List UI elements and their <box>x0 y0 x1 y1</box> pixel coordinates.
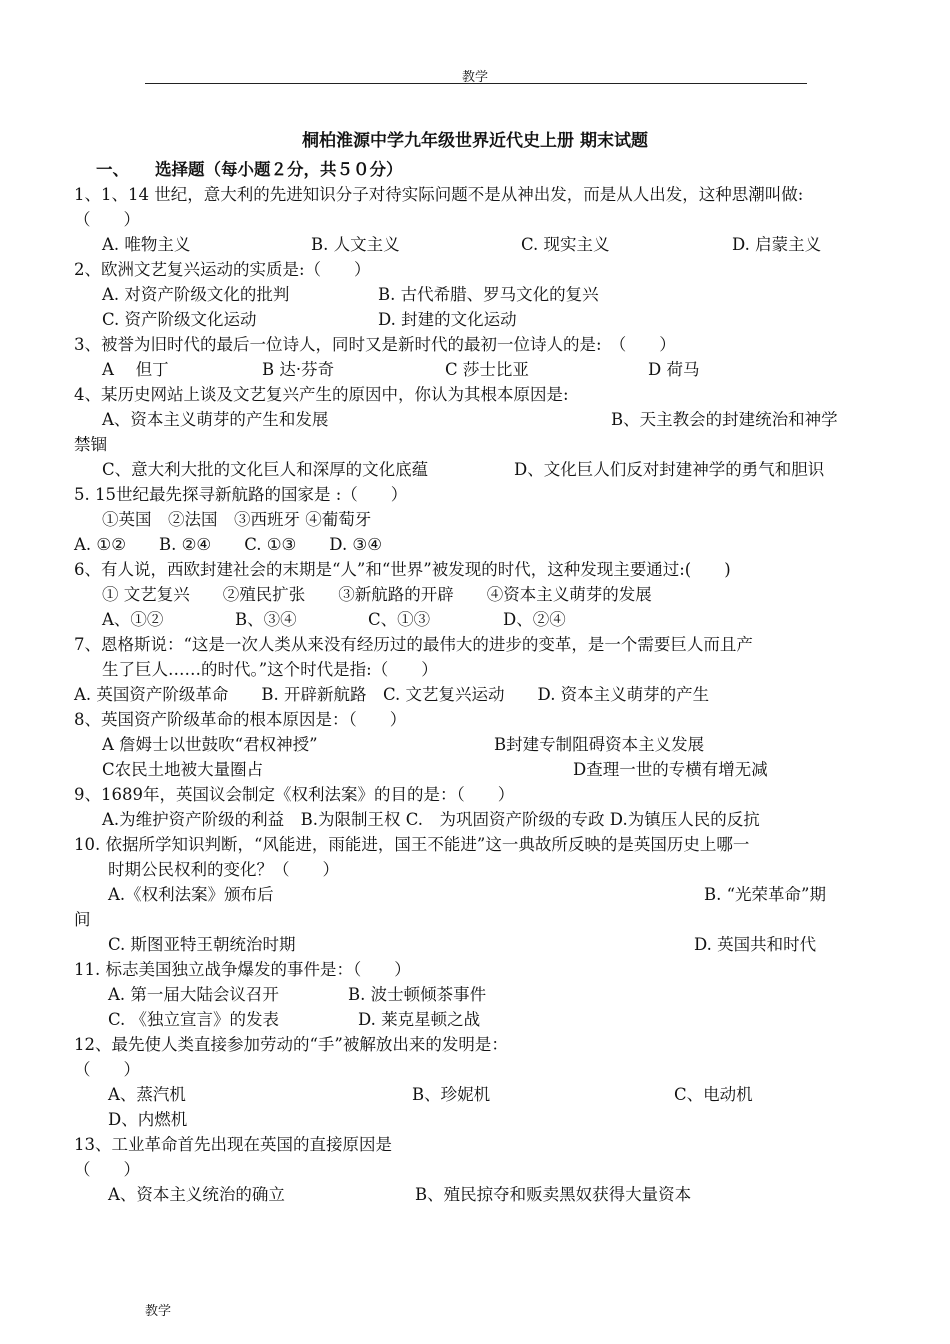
q11-option-d: D. 莱克星顿之战 <box>358 1010 481 1029</box>
q3-option-c: C 莎士比亚 <box>445 360 529 379</box>
page-title: 桐柏淮源中学九年级世界近代史上册 期末试题 <box>302 131 648 151</box>
q7-stem-line2: 生了巨人……的时代。”这个时代是指:（ ） <box>102 660 438 679</box>
q6-option-b: B、③④ <box>235 610 297 629</box>
q10-stem-line1: 10. 依据所学知识判断，“风能进，雨能进，国王不能进”这一典故所反映的是英国历史上哪一 <box>74 835 750 854</box>
q8-option-a: A 詹姆士以世鼓吹“君权神授” <box>102 735 318 754</box>
q5-items: ①英国 ②法国 ③西班牙 ④葡萄牙 <box>102 510 372 529</box>
q10-option-b: B. “光荣革命”期 <box>704 885 826 904</box>
q2-stem: 2、欧洲文艺复兴运动的实质是:（ ） <box>74 260 371 279</box>
q11-option-a: A. 第一届大陆会议召开 <box>108 985 279 1004</box>
q11-option-c: C. 《独立宣言》的发表 <box>108 1010 280 1029</box>
q1-option-d: D. 启蒙主义 <box>732 235 822 254</box>
q6-option-d: D、②④ <box>503 610 566 629</box>
q10-option-c: C. 斯图亚特王朝统治时期 <box>108 935 296 954</box>
q8-option-b: B封建专制阻碍资本主义发展 <box>494 735 705 754</box>
q10-option-b-continued: 间 <box>74 910 91 929</box>
q10-stem-line2: 时期公民权利的变化？（ ） <box>108 860 339 879</box>
page-header: 教学 <box>461 70 488 85</box>
q6-items: ① 文艺复兴 ②殖民扩张 ③新航路的开辟 ④资本主义萌芽的发展 <box>102 585 652 604</box>
q8-option-c: C农民土地被大量圈占 <box>102 760 264 779</box>
q4-option-c: C、意大利大批的文化巨人和深厚的文化底蕴 <box>102 460 429 479</box>
header-rule <box>145 83 807 84</box>
q10-option-d: D. 英国共和时代 <box>694 935 817 954</box>
q12-stem: 12、最先使人类直接参加劳动的“手”被解放出来的发明是： <box>74 1035 508 1054</box>
q1-bracket: （ ） <box>74 210 140 229</box>
q12-option-c: C、电动机 <box>674 1085 753 1104</box>
section-number: 一、 <box>96 160 129 179</box>
q3-option-a: A 但丁 <box>102 360 169 379</box>
q12-option-b: B、珍妮机 <box>412 1085 491 1104</box>
q12-option-a: A、蒸汽机 <box>108 1085 186 1104</box>
q3-option-b: B 达·芬奇 <box>262 360 335 379</box>
q3-option-d: D 荷马 <box>648 360 700 379</box>
q7-stem-line1: 7、恩格斯说：“这是一次人类从来没有经历过的最伟大的进步的变革，是一个需要巨人而且产 <box>74 635 753 654</box>
q5-options: A. ①② B. ②④ C. ①③ D. ③④ <box>74 535 383 554</box>
q8-stem: 8、英国资产阶级革命的根本原因是：（ ） <box>74 710 407 729</box>
q1-option-c: C. 现实主义 <box>521 235 610 254</box>
section-heading: 选择题（每小题２分，共５０分） <box>155 160 403 179</box>
q3-stem: 3、被誉为旧时代的最后一位诗人，同时又是新时代的最初一位诗人的是: （ ） <box>74 335 676 354</box>
q12-option-d: D、内燃机 <box>108 1110 188 1129</box>
q4-option-a: A、资本主义萌芽的产生和发展 <box>102 410 329 429</box>
q2-option-b: B. 古代希腊、罗马文化的复兴 <box>378 285 599 304</box>
q4-option-d: D、文化巨人们反对封建神学的勇气和胆识 <box>514 460 825 479</box>
q11-stem: 11. 标志美国独立战争爆发的事件是：（ ） <box>74 960 411 979</box>
q1-stem: 1、1、14 世纪，意大利的先进知识分子对待实际问题不是从神出发，而是从人出发，这种思潮叫做: <box>74 185 804 204</box>
q12-bracket: （ ） <box>74 1060 140 1079</box>
q6-option-a: A、①② <box>102 610 164 629</box>
q4-option-b-continued: 禁锢 <box>74 435 107 454</box>
q8-option-d: D查理一世的专横有增无减 <box>573 760 768 779</box>
q11-option-b: B. 波士顿倾茶事件 <box>348 985 487 1004</box>
q13-bracket: （ ） <box>74 1160 140 1179</box>
q5-stem: 5. 15世纪最先探寻新航路的国家是 :（ ） <box>74 485 408 504</box>
q1-option-b: B. 人文主义 <box>311 235 400 254</box>
q13-option-b: B、殖民掠夺和贩卖黑奴获得大量资本 <box>415 1185 692 1204</box>
q7-options: A. 英国资产阶级革命 B. 开辟新航路 C. 文艺复兴运动 D. 资本主义萌芽的产生 <box>74 685 710 704</box>
q13-option-a: A、资本主义统治的确立 <box>108 1185 285 1204</box>
q6-stem: 6、有人说，西欧封建社会的末期是“人”和“世界”被发现的时代，这种发现主要通过:( ) <box>74 560 731 579</box>
q10-option-a: A.《权利法案》颁布后 <box>108 885 274 904</box>
q4-option-b: B、天主教会的封建统治和神学 <box>611 410 838 429</box>
q6-option-c: C、①③ <box>368 610 431 629</box>
q9-options: A.为维护资产阶级的利益 B.为限制王权 C. 为巩固资产阶级的专政 D.为镇压人民的反抗 <box>102 810 760 829</box>
q2-option-d: D. 封建的文化运动 <box>378 310 517 329</box>
page-footer: 教学 <box>145 1304 172 1319</box>
q13-stem: 13、工业革命首先出现在英国的直接原因是 <box>74 1135 392 1154</box>
q4-stem: 4、某历史网站上谈及文艺复兴产生的原因中，你认为其根本原因是: <box>74 385 569 404</box>
q2-option-c: C. 资产阶级文化运动 <box>102 310 257 329</box>
q9-stem: 9、1689年，英国议会制定《权利法案》的目的是：（ ） <box>74 785 515 804</box>
q2-option-a: A. 对资产阶级文化的批判 <box>102 285 290 304</box>
q1-option-a: A. 唯物主义 <box>102 235 191 254</box>
